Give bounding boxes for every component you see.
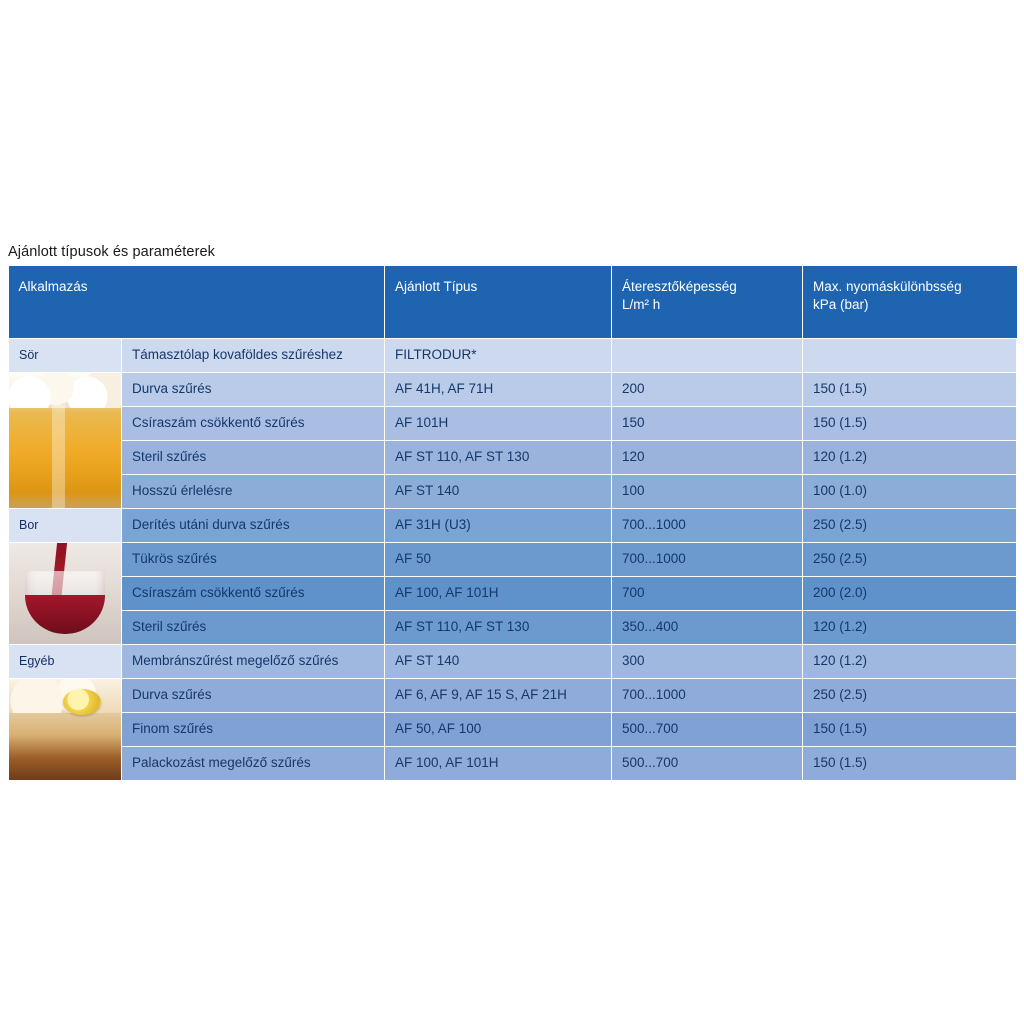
cell-application: Steril szűrés bbox=[122, 611, 385, 645]
table-header bbox=[9, 266, 1017, 339]
cell-flow: 700 bbox=[612, 577, 803, 611]
cell-flow: 100 bbox=[612, 475, 803, 509]
cell-type: AF 50 bbox=[385, 543, 612, 577]
cell-pressure: 100 (1.0) bbox=[803, 475, 1017, 509]
cell-pressure: 150 (1.5) bbox=[803, 373, 1017, 407]
cell-type: AF ST 110, AF ST 130 bbox=[385, 441, 612, 475]
table-row bbox=[9, 543, 1017, 577]
cell-pressure: 150 (1.5) bbox=[803, 713, 1017, 747]
cell-pressure: 120 (1.2) bbox=[803, 611, 1017, 645]
cell-pressure: 200 (2.0) bbox=[803, 577, 1017, 611]
cell-application: Durva szűrés bbox=[122, 679, 385, 713]
cell-flow: 300 bbox=[612, 645, 803, 679]
cell-flow: 150 bbox=[612, 407, 803, 441]
column-header-application-line1: Alkalmazás bbox=[18, 279, 88, 294]
cell-type: AF 50, AF 100 bbox=[385, 713, 612, 747]
table-row bbox=[9, 645, 1017, 679]
table-row bbox=[9, 509, 1017, 543]
table-row bbox=[9, 611, 1017, 645]
beer-photo bbox=[9, 373, 122, 509]
table-row bbox=[9, 339, 1017, 373]
cell-pressure: 120 (1.2) bbox=[803, 441, 1017, 475]
cell-application: Hosszú érlelésre bbox=[122, 475, 385, 509]
cell-flow: 700...1000 bbox=[612, 543, 803, 577]
cell-type: AF 100, AF 101H bbox=[385, 747, 612, 781]
juice-photo bbox=[9, 679, 122, 781]
column-header-type bbox=[385, 266, 612, 339]
cell-application: Steril szűrés bbox=[122, 441, 385, 475]
cell-pressure: 150 (1.5) bbox=[803, 407, 1017, 441]
specification-document bbox=[8, 244, 1016, 781]
table-row bbox=[9, 441, 1017, 475]
table-row bbox=[9, 713, 1017, 747]
cell-type: AF ST 110, AF ST 130 bbox=[385, 611, 612, 645]
wine-glass-image bbox=[9, 543, 121, 644]
cell-pressure bbox=[803, 339, 1017, 373]
cell-pressure: 250 (2.5) bbox=[803, 679, 1017, 713]
cell-type: AF 101H bbox=[385, 407, 612, 441]
table-row bbox=[9, 679, 1017, 713]
cell-type: FILTRODUR* bbox=[385, 339, 612, 373]
column-header-pressure bbox=[803, 266, 1017, 339]
wine-photo bbox=[9, 543, 122, 645]
cell-application: Tükrös szűrés bbox=[122, 543, 385, 577]
table-row bbox=[9, 373, 1017, 407]
specification-table bbox=[8, 266, 1017, 781]
cell-flow: 350...400 bbox=[612, 611, 803, 645]
group-label-beer: Sör bbox=[9, 339, 122, 373]
table-row bbox=[9, 407, 1017, 441]
beer-glass-image bbox=[9, 373, 121, 508]
cell-application: Derítés utáni durva szűrés bbox=[122, 509, 385, 543]
column-header-application bbox=[9, 266, 385, 339]
column-header-flow bbox=[612, 266, 803, 339]
cell-application: Támasztólap kovaföldes szűréshez bbox=[122, 339, 385, 373]
table-row bbox=[9, 577, 1017, 611]
column-header-flow-line2: L/m² h bbox=[622, 297, 661, 313]
cell-pressure: 250 (2.5) bbox=[803, 509, 1017, 543]
cell-pressure: 150 (1.5) bbox=[803, 747, 1017, 781]
column-header-pressure-line1: Max. nyomáskülönbsség bbox=[813, 279, 962, 294]
cell-flow: 700...1000 bbox=[612, 509, 803, 543]
cell-flow bbox=[612, 339, 803, 373]
group-label-other: Egyéb bbox=[9, 645, 122, 679]
column-header-flow-line1: Áteresztőképesség bbox=[622, 279, 737, 294]
table-header-row bbox=[9, 266, 1017, 339]
cell-flow: 200 bbox=[612, 373, 803, 407]
cell-type: AF ST 140 bbox=[385, 475, 612, 509]
cell-application: Durva szűrés bbox=[122, 373, 385, 407]
cell-type: AF 6, AF 9, AF 15 S, AF 21H bbox=[385, 679, 612, 713]
juice-glass-image bbox=[9, 679, 121, 780]
cell-pressure: 250 (2.5) bbox=[803, 543, 1017, 577]
cell-flow: 120 bbox=[612, 441, 803, 475]
cell-application: Csíraszám csökkentő szűrés bbox=[122, 577, 385, 611]
group-label-wine: Bor bbox=[9, 509, 122, 543]
column-header-type-line1: Ajánlott Típus bbox=[395, 279, 478, 294]
cell-type: AF 41H, AF 71H bbox=[385, 373, 612, 407]
page-title: Ajánlott típusok és paraméterek bbox=[8, 244, 216, 260]
cell-type: AF 100, AF 101H bbox=[385, 577, 612, 611]
column-header-pressure-line2: kPa (bar) bbox=[813, 297, 869, 313]
cell-flow: 500...700 bbox=[612, 713, 803, 747]
cell-application: Csíraszám csökkentő szűrés bbox=[122, 407, 385, 441]
cell-flow: 500...700 bbox=[612, 747, 803, 781]
cell-application: Membránszűrést megelőző szűrés bbox=[122, 645, 385, 679]
cell-application: Finom szűrés bbox=[122, 713, 385, 747]
cell-pressure: 120 (1.2) bbox=[803, 645, 1017, 679]
table-row bbox=[9, 475, 1017, 509]
table-row bbox=[9, 747, 1017, 781]
lemon-slice bbox=[63, 689, 101, 715]
cell-type: AF 31H (U3) bbox=[385, 509, 612, 543]
cell-application: Palackozást megelőző szűrés bbox=[122, 747, 385, 781]
cell-type: AF ST 140 bbox=[385, 645, 612, 679]
table-body bbox=[9, 339, 1017, 781]
wine-glass bbox=[25, 571, 106, 634]
cell-flow: 700...1000 bbox=[612, 679, 803, 713]
